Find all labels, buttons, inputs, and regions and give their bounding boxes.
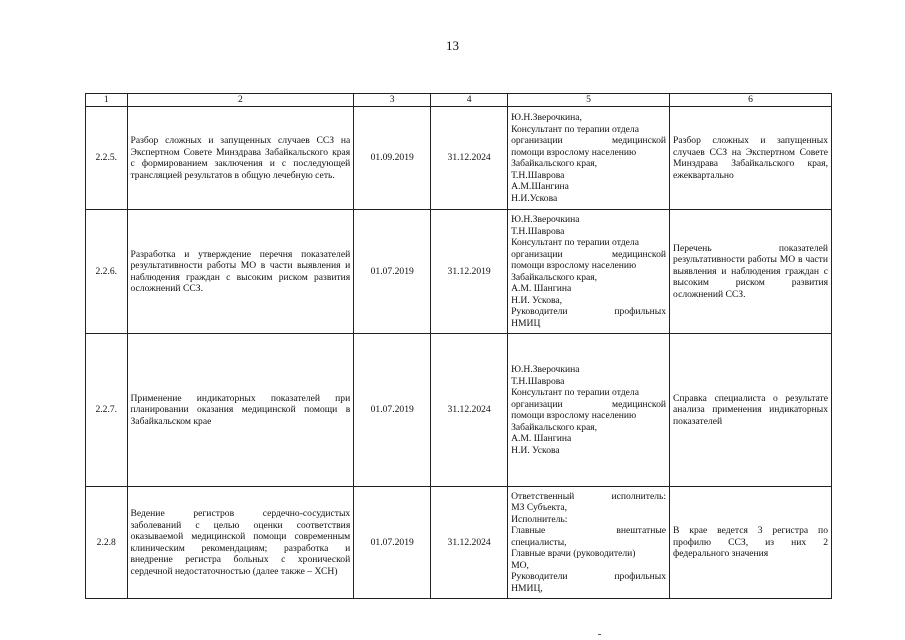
start-date: 01.07.2019: [354, 487, 431, 599]
column-header: 3: [354, 94, 431, 107]
executor-line: Консультант по терапии отдела: [511, 387, 639, 398]
column-header: 2: [127, 94, 354, 107]
executor-line: Н.И. Ускова: [511, 444, 560, 456]
executor-line: организации медицинской: [511, 248, 667, 260]
result-description: Перечень показателей результативности работы МО в части выявления и наблюдения граждан с высоким риском развития осложнений ССЗ.: [670, 210, 832, 334]
start-date: 01.07.2019: [354, 210, 431, 334]
executor-line: Исполнитель:: [511, 513, 568, 525]
executor-line: Руководители профильных: [511, 571, 667, 583]
column-header: 4: [431, 94, 508, 107]
executors-cell: [508, 487, 670, 599]
result-description: Разбор сложных и запущенных случаев ССЗ на Экспертном Совете Минздрава Забайкальского края, ежеквартально: [670, 107, 832, 210]
executors-cell: [508, 210, 670, 334]
executor-line: Ю.Н.Зверочкина: [511, 364, 580, 375]
row-number: 2.2.5.: [86, 107, 128, 210]
end-date: 31.12.2024: [431, 107, 508, 210]
table-row: [86, 487, 832, 599]
result-description: Справка специалиста о результате анализа применения индикаторных показателей: [670, 334, 832, 487]
measure-description: Разработка и утверждение перечня показателей результативности работы МО в части выявления и наблюдения граждан с высоким риском развития осложнений ССЗ.: [127, 210, 354, 334]
column-header: 6: [670, 94, 832, 107]
scan-mark: [598, 634, 601, 635]
executor-line: НМИЦ,: [511, 582, 543, 594]
page-number: 13: [446, 38, 459, 53]
table-row: [86, 210, 832, 334]
end-date: 31.12.2019: [431, 210, 508, 334]
executor-line: НМИЦ: [511, 317, 541, 329]
executor-line: Главные врачи (руководители): [511, 548, 636, 560]
column-header: 1: [86, 94, 128, 107]
table-row: [86, 334, 832, 487]
executor-line: МО,: [511, 559, 529, 571]
executor-line: Ю.Н.Зверочкина: [511, 214, 580, 225]
row-number: 2.2.8: [86, 487, 128, 599]
executor-line: МЗ Субъекта,: [511, 502, 568, 514]
executor-line: Забайкальского края,: [511, 421, 598, 433]
executor-line: Консультант по терапии отдела: [511, 237, 639, 248]
executor-line: организации медицинской: [511, 135, 667, 146]
executor-line: А.М. Шангина: [511, 283, 572, 294]
executor-line: помощи взрослому населению: [511, 410, 637, 421]
start-date: 01.09.2019: [354, 107, 431, 210]
table-header-row: [86, 94, 832, 107]
executors-cell: [508, 334, 670, 487]
executor-line: Консультант по терапии отдела: [511, 123, 639, 135]
executor-line: Т.Н.Шаврова: [511, 169, 565, 181]
executor-line: помощи взрослому населению: [511, 260, 637, 271]
row-number: 2.2.7.: [86, 334, 128, 487]
executor-line: Забайкальского края,: [511, 271, 598, 283]
executor-line: Руководители профильных: [511, 306, 667, 317]
start-date: 01.07.2019: [354, 334, 431, 487]
measure-description: Разбор сложных и запущенных случаев ССЗ на Экспертном Совете Минздрава Забайкальского края с формированием заключения и с последующей трансляцией результатов в общую лечебную сеть.: [127, 107, 354, 210]
executor-line: Ю.Н.Зверочкина,: [511, 112, 582, 123]
executor-line: А.М. Шангина: [511, 433, 572, 444]
executor-line: Т.Н.Шаврова: [511, 375, 565, 387]
measure-description: Применение индикаторных показателей при планировании оказания медицинской помощи в Забайкальском крае: [127, 334, 354, 487]
executors-cell: [508, 107, 670, 210]
executor-line: помощи взрослому населению: [511, 146, 637, 158]
end-date: 31.12.2024: [431, 334, 508, 487]
executor-line: организации медицинской: [511, 398, 667, 410]
result-description: В крае ведется 3 регистра по профилю ССЗ, из них 2 федерального значения: [670, 487, 832, 599]
executor-line: Н.И. Ускова,: [511, 294, 563, 306]
measures-table: [85, 93, 832, 599]
row-number: 2.2.6.: [86, 210, 128, 334]
executor-line: Н.И.Ускова: [511, 192, 558, 204]
executor-line: Ответственный исполнитель:: [511, 490, 667, 502]
end-date: 31.12.2024: [431, 487, 508, 599]
executor-line: А.М.Шангина: [511, 181, 569, 192]
column-header: 5: [508, 94, 670, 107]
executor-line: Главные внештатные: [511, 525, 667, 537]
measure-description: Ведение регистров сердечно-сосудистых заболеваний с целью оценки соответствия оказываемой медицинской помощи современным клиническим рекомендациям; разработка и внедрение регистра больных с хронической сердечной недостаточностью (далее также – ХСН): [127, 487, 354, 599]
executor-line: специалисты,: [511, 536, 567, 548]
executor-line: Т.Н.Шаврова: [511, 225, 565, 237]
table-row: [86, 107, 832, 210]
executor-line: Забайкальского края,: [511, 158, 598, 169]
